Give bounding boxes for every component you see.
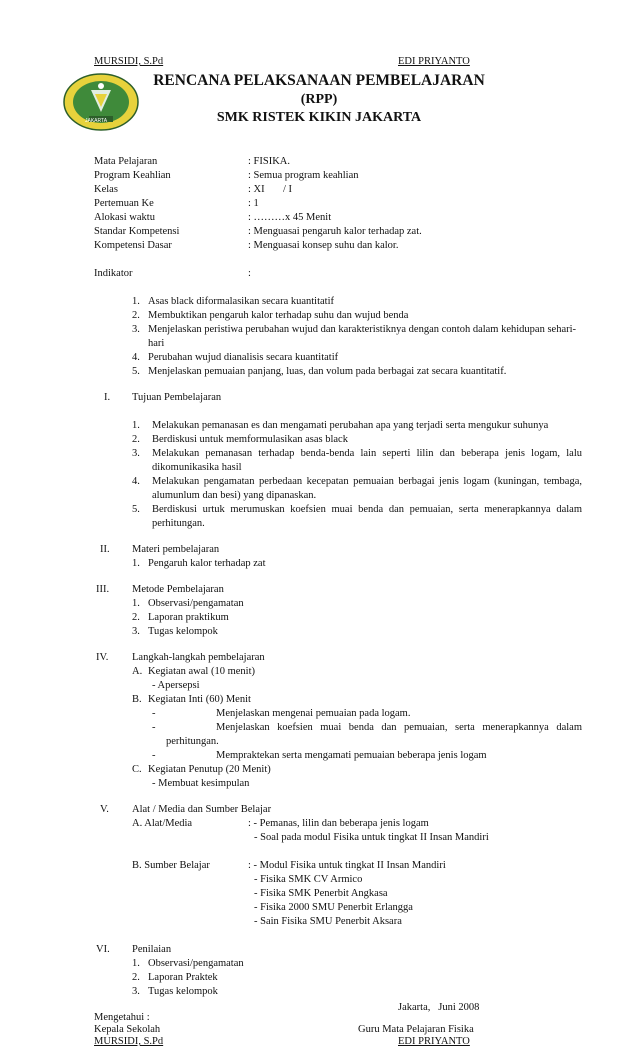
- list-item: Observasi/pengamatan: [148, 598, 244, 609]
- signature-left-name: MURSIDI, S.Pd: [94, 1036, 164, 1047]
- info-label: Kompetensi Dasar: [94, 240, 172, 251]
- list-number: 3.: [132, 448, 140, 459]
- section-title: Metode Pembelajaran: [132, 584, 224, 595]
- list-item: Observasi/pengamatan: [148, 958, 244, 969]
- list-item: Membuktikan pengaruh kalor terhadap suhu dan wujud benda: [148, 310, 409, 321]
- list-number: 2.: [132, 434, 140, 445]
- list-number: 4.: [132, 476, 140, 487]
- list-item: Berdiskusi untuk memformulasikan asas black: [152, 434, 348, 445]
- list-item: - Fisika SMK Penerbit Angkasa: [254, 888, 388, 899]
- list-item: : - Pemanas, lilin dan beberapa jenis logam: [248, 818, 429, 829]
- list-item: Menjelaskan peristiwa perubahan wujud dan karakteristiknya dengan contoh dalam kehidupan sehari-: [148, 324, 577, 335]
- list-item-continuation: perhitungan.: [166, 736, 219, 747]
- document-subtitle: (RPP): [300, 92, 338, 107]
- list-item: Pengaruh kalor terhadap zat: [148, 558, 266, 569]
- section-number: II.: [100, 544, 110, 555]
- list-dash: -: [152, 708, 156, 719]
- guru-label: Guru Mata Pelajaran Fisika: [358, 1024, 474, 1035]
- list-item: Melakukan pemanasan terhadap benda-benda lain seperti lilin dan beberapa jenis logam, lalu: [152, 448, 582, 459]
- school-name: SMK RISTEK KIKIN JAKARTA: [216, 110, 422, 125]
- list-item: - Fisika 2000 SMU Penerbit Erlangga: [254, 902, 413, 913]
- section-number: I.: [104, 392, 111, 403]
- list-number: 4.: [132, 352, 140, 363]
- list-number: 3.: [132, 986, 140, 997]
- list-number: 2.: [132, 310, 140, 321]
- sub-title: Kegiatan Inti (60) Menit: [148, 694, 251, 705]
- sub-title: Kegiatan awal (10 menit): [148, 666, 255, 677]
- list-number: 5.: [132, 366, 140, 377]
- info-value: : Menguasai konsep suhu dan kalor.: [248, 240, 399, 251]
- list-number: 3.: [132, 626, 140, 637]
- list-item: - Apersepsi: [152, 680, 200, 691]
- list-number: 1.: [132, 420, 140, 431]
- info-label: Alokasi waktu: [94, 212, 155, 223]
- header-left-name: MURSIDI, S.Pd: [94, 56, 164, 67]
- section-number: IV.: [96, 652, 109, 663]
- list-item: Mempraktekan serta mengamati pemuaian beberapa jenis logam: [216, 750, 487, 761]
- header-right-name: EDI PRIYANTO: [398, 56, 470, 67]
- list-dash: -: [152, 750, 156, 761]
- list-item: - Membuat kesimpulan: [152, 778, 250, 789]
- list-item: Berdiskusi urtuk merumuskan koefsien muai benda dan pemuaian, serta menerapkannya dalam: [152, 504, 582, 515]
- section-title: Alat / Media dan Sumber Belajar: [132, 804, 272, 815]
- list-item: Menjelaskan pemuaian panjang, luas, dan volum pada berbagai zat secara kuantitatif.: [148, 366, 507, 377]
- section-title: Materi pembelajaran: [132, 544, 220, 555]
- info-label: Program Keahlian: [94, 170, 171, 181]
- list-number: 1.: [132, 296, 140, 307]
- indikator-label: Indikator: [94, 268, 133, 279]
- list-item: Menjelaskan mengenai pemuaian pada logam.: [216, 708, 411, 719]
- list-dash: -: [152, 722, 156, 733]
- list-number: 2.: [132, 972, 140, 983]
- info-value: : Semua program keahlian: [248, 170, 359, 181]
- kepala-sekolah-label: Kepala Sekolah: [94, 1024, 161, 1035]
- list-item-continuation: dikomunikasika hasil: [152, 462, 242, 473]
- section-title: Langkah-langkah pembelajaran: [132, 652, 265, 663]
- section-title: Penilaian: [132, 944, 172, 955]
- place-date: Jakarta, Juni 2008: [398, 1002, 480, 1013]
- signature-right-name: EDI PRIYANTO: [398, 1036, 470, 1047]
- list-item: Laporan Praktek: [148, 972, 218, 983]
- info-label: Kelas: [94, 184, 118, 195]
- list-item-continuation: hari: [148, 338, 165, 349]
- list-number: 5.: [132, 504, 140, 515]
- sub-label: C.: [132, 764, 142, 775]
- info-value: : Menguasai pengaruh kalor terhadap zat.: [248, 226, 422, 237]
- info-value: : FISIKA.: [248, 156, 291, 167]
- list-item: Asas black diformalasikan secara kuantitatif: [148, 296, 335, 307]
- info-value: : ………x 45 Menit: [248, 212, 332, 223]
- list-item-continuation: perhitungan.: [152, 518, 205, 529]
- sub-title: B. Sumber Belajar: [132, 860, 210, 871]
- list-item: - Soal pada modul Fisika untuk tingkat II Insan Mandiri: [254, 832, 489, 843]
- list-item: - Fisika SMK CV Armico: [254, 874, 363, 885]
- document-title: RENCANA PELAKSANAAN PEMBELAJARAN: [153, 72, 485, 89]
- info-label: Mata Pelajaran: [94, 156, 158, 167]
- list-item: Tugas kelompok: [148, 986, 218, 997]
- indikator-colon: :: [248, 268, 251, 279]
- list-item-continuation: alumunlum dan besi) yang dipanaskan.: [152, 490, 317, 501]
- list-item: - Sain Fisika SMU Penerbit Aksara: [254, 916, 402, 927]
- list-number: 1.: [132, 958, 140, 969]
- list-item: Laporan praktikum: [148, 612, 229, 623]
- sub-title: A. Alat/Media: [132, 818, 193, 829]
- mengetahui-label: Mengetahui :: [94, 1012, 150, 1023]
- sub-title: Kegiatan Penutup (20 Menit): [148, 764, 271, 775]
- list-number: 2.: [132, 612, 140, 623]
- list-item: Melakukan pengamatan perbedaan kecepatan pemuaian berbagai jenis logam (kuningan, tembaga,: [152, 476, 582, 487]
- list-item: Tugas kelompok: [148, 626, 218, 637]
- list-number: 1.: [132, 558, 140, 569]
- logo-text: JAKARTA: [85, 118, 108, 124]
- list-item: Menjelaskan koefsien muai benda dan pemuaian, serta menerapkannya dalam: [216, 722, 582, 733]
- section-number: III.: [96, 584, 110, 595]
- info-value: : XI / I: [248, 184, 293, 195]
- list-item: : - Modul Fisika untuk tingkat II Insan Mandiri: [248, 860, 446, 871]
- list-number: 1.: [132, 598, 140, 609]
- sub-label: A.: [132, 666, 143, 677]
- info-value: : 1: [248, 198, 259, 209]
- info-label: Pertemuan Ke: [94, 198, 154, 209]
- section-number: V.: [100, 804, 109, 815]
- sub-label: B.: [132, 694, 142, 705]
- section-number: VI.: [96, 944, 110, 955]
- list-item: Melakukan pemanasan es dan mengamati perubahan apa yang terjadi serta mengukur suhunya: [152, 420, 549, 431]
- section-title: Tujuan Pembelajaran: [132, 392, 222, 403]
- info-label: Standar Kompetensi: [94, 226, 180, 237]
- list-number: 3.: [132, 324, 140, 335]
- list-item: Perubahan wujud dianalisis secara kuantitatif: [148, 352, 339, 363]
